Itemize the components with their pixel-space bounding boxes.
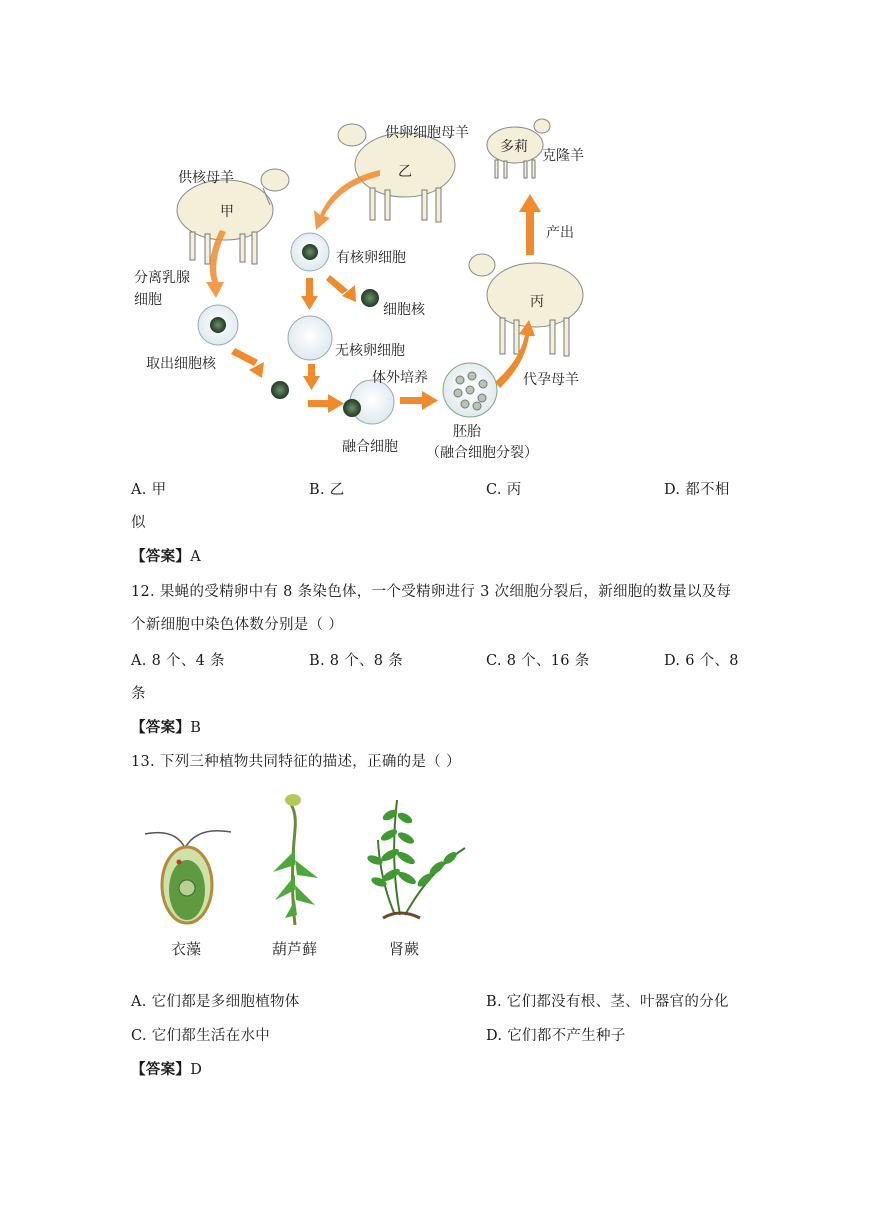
fern-icon: [366, 800, 465, 918]
q12-option-a: A. 8 个、4 条: [131, 653, 225, 669]
enucleated-egg-icon: [288, 316, 332, 360]
label-produce: 产出: [546, 225, 574, 241]
q12-answer: [131, 716, 201, 737]
answer-tag: 【答案】: [131, 548, 191, 565]
plant-label-chlamydomonas: 衣藻: [171, 940, 202, 958]
fused-cell-icon: [343, 380, 394, 424]
q13-option-a: A. 它们都是多细胞植物体: [131, 994, 300, 1010]
cloning-diagram-art: [130, 110, 600, 470]
label-egg-donor: 供卵细胞母羊: [385, 125, 469, 141]
nucleus-icon: [361, 289, 379, 307]
nucleated-egg-icon: [291, 233, 329, 271]
label-bing: 丙: [530, 294, 544, 310]
embryo-icon: [443, 363, 497, 417]
q12-option-b: B. 8 个、8 条: [309, 653, 404, 669]
label-nucleus: 细胞核: [383, 302, 425, 318]
q12-option-d: D. 6 个、8: [664, 653, 739, 669]
answer-value: D: [190, 1062, 203, 1078]
label-separate: 分离乳腺: [134, 270, 190, 286]
q11-option-d: D. 都不相: [664, 482, 730, 498]
answer-value: A: [190, 549, 201, 565]
q11-option-c: C. 丙: [486, 482, 522, 498]
q12-stem-line2: 个新细胞中染色体数分别是（ ）: [131, 617, 344, 633]
q13-option-b: B. 它们都没有根、茎、叶器官的分化: [486, 994, 729, 1010]
label-fused: 融合细胞: [342, 439, 398, 455]
answer-tag: 【答案】: [131, 719, 191, 736]
q12-stem-line1: 12. 果蝇的受精卵中有 8 条染色体，一个受精卵进行 3 次细胞分裂后，新细胞的数量以及每: [131, 584, 732, 600]
answer-tag: 【答案】: [131, 1061, 191, 1078]
label-embryo-note: （融合细胞分裂）: [426, 445, 538, 461]
label-donor-nucleus: 供核母羊: [178, 170, 234, 186]
isolated-nucleus-icon: [271, 381, 289, 399]
mammary-cell-icon: [198, 305, 238, 345]
label-nucleated-egg: 有核卵细胞: [336, 250, 406, 266]
plants-figure: [135, 790, 475, 970]
label-cell: 细胞: [134, 292, 162, 308]
label-yi: 乙: [398, 164, 412, 180]
q11-option-d-cont: 似: [131, 515, 146, 531]
label-enucleated-egg: 无核卵细胞: [335, 343, 405, 359]
label-clone: 克隆羊: [542, 148, 584, 164]
label-jia: 甲: [220, 204, 234, 220]
moss-icon: [273, 794, 318, 925]
label-surrogate: 代孕母羊: [523, 372, 579, 388]
q13-option-c: C. 它们都生活在水中: [131, 1028, 271, 1044]
label-embryo: 胚胎: [453, 424, 481, 440]
label-take-nucleus: 取出细胞核: [146, 356, 216, 372]
chlamydomonas-icon: [145, 831, 231, 923]
label-culture: 体外培养: [372, 370, 428, 386]
cloning-diagram: [130, 110, 600, 470]
q11-option-b: B. 乙: [309, 482, 345, 498]
q13-option-d: D. 它们都不产生种子: [486, 1028, 626, 1044]
q12-option-c: C. 8 个、16 条: [486, 653, 590, 669]
plant-label-moss: 葫芦藓: [272, 940, 318, 958]
q12-option-d-cont: 条: [131, 686, 146, 702]
label-dolly: 多莉: [500, 139, 528, 155]
q11-answer: [131, 545, 201, 566]
q13-answer: [131, 1058, 202, 1079]
plant-label-fern: 肾蕨: [389, 940, 420, 958]
q11-option-a: A. 甲: [131, 482, 167, 498]
answer-value: B: [190, 720, 202, 736]
q13-stem: 13. 下列三种植物共同特征的描述，正确的是（ ）: [131, 754, 461, 770]
